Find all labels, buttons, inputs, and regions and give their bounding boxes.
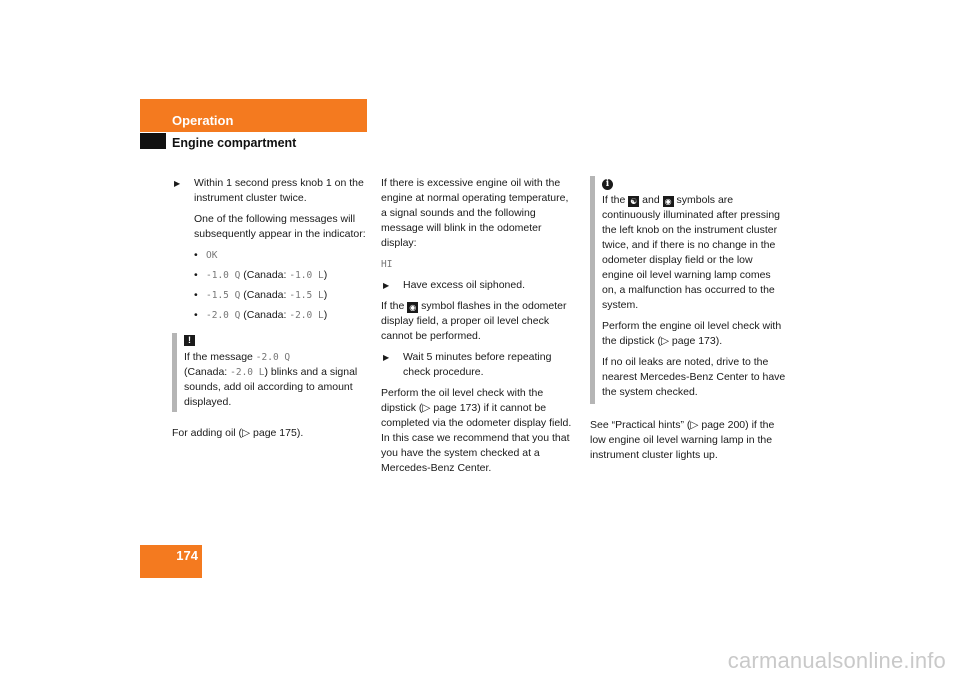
column-left — [172, 176, 368, 447]
oil-can-symbol-icon: ☯ — [630, 197, 638, 206]
info-text-3: If no oil leaks are noted, drive to the nearest Mercedes-Benz Center to have the system checked. — [602, 356, 786, 398]
dipstick-text: Perform the oil level check with the dipstick (▷ page 173) if it cannot be completed via the odometer display field. In this case we recommend that you that you have the system checked at a Mercedes-Benz Center. — [381, 387, 572, 474]
warning-text: If the message -2.0 Q (Canada: -2.0 L) blinks and a signal sounds, add oil according to amount displayed. — [184, 351, 358, 408]
excess-oil-intro: If there is excessive engine oil with the engine at normal operating temperature, a signal sounds and the following message will blink in the odometer display: — [381, 177, 569, 249]
column-middle — [381, 176, 577, 482]
info-note — [590, 176, 786, 404]
watermark: carmanualsonline.info — [727, 648, 946, 673]
info-bar — [590, 176, 595, 404]
column-right — [590, 176, 786, 469]
flash-text: If the ◉ symbol flashes in the odometer display field, a proper oil level check cannot be performed. — [381, 300, 567, 342]
message-item: • -1.0 Q (Canada: -1.0 L) — [194, 268, 368, 283]
oil-level-symbol-icon: ◉ — [663, 196, 674, 207]
subsection-title: Engine compartment — [172, 136, 297, 150]
warning-note — [172, 333, 368, 412]
message-item: • OK — [194, 248, 368, 263]
warning-icon: ! — [184, 335, 195, 346]
adding-oil-reference: For adding oil (▷ page 175). — [172, 427, 304, 439]
message-list — [172, 248, 368, 323]
header-marker — [140, 133, 166, 149]
info-text-2: Perform the engine oil level check with the dipstick (▷ page 173). — [602, 320, 782, 347]
step-press-knob: ▶ Within 1 second press knob 1 on the instrument cluster twice. — [172, 176, 368, 206]
step-siphon: ▶ Have excess oil siphoned. — [381, 278, 577, 293]
hi-message: HI — [381, 259, 393, 270]
warning-bar — [172, 333, 177, 412]
message-item: • -2.0 Q (Canada: -2.0 L) — [194, 308, 368, 323]
message-item: • -1.5 Q (Canada: -1.5 L) — [194, 288, 368, 303]
step-wait: ▶ Wait 5 minutes before repeating check procedure. — [381, 350, 577, 380]
page-number: 174 — [176, 548, 198, 563]
info-text-1: If the ☯ and ◉ symbols are continuously illuminated after pressing the left knob on the instrument cluster twice, and if there is no change in the odometer display field or the low engine oil level warning lamp comes on, a malfunction has occurred to the system. — [602, 194, 781, 311]
step-follow-text: One of the following messages will subsequently appear in the indicator: — [194, 213, 366, 240]
practical-hints-reference: See “Practical hints” (▷ page 200) if the low engine oil level warning lamp in the instrument cluster lights up. — [590, 419, 775, 461]
oil-level-symbol-icon: ◉ — [407, 302, 418, 313]
info-icon: i — [602, 179, 613, 190]
section-title: Operation — [172, 113, 234, 128]
